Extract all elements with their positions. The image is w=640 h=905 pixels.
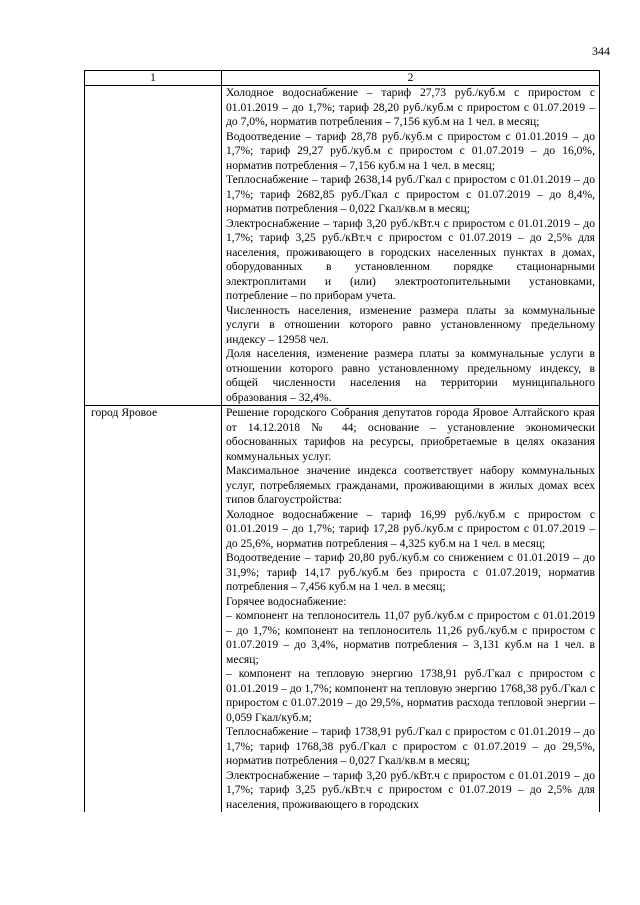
municipality-cell bbox=[85, 86, 222, 406]
paragraph-decision: Решение городского Собрания депутатов города Яровое Алтайского края от 14.12.2018 № 44; основание – установление экономически обоснованных тарифов на ресурсы, приобретаемые в целях оказания коммунальных услуг. bbox=[226, 406, 595, 463]
table-row bbox=[85, 86, 600, 406]
paragraph-cold-water: Холодное водоснабжение – тариф 27,73 руб./куб.м с приростом с 01.01.2019 – до 1,7%; тариф 28,20 руб./куб.м с приростом с 01.07.2019 – до 7,0%, норматив потребления – 7,156 куб.м на 1 чел. в месяц; bbox=[226, 86, 595, 128]
paragraph-wastewater: Водоотведение – тариф 20,80 руб./куб.м со снижением с 01.01.2019 – до 31,9%; тариф 14,17 руб./куб.м без прироста с 01.07.2019, норматив потребления – 7,456 куб.м на 1 чел. в месяц; bbox=[226, 551, 595, 593]
paragraph-max-index: Максимальное значение индекса соответствует набору коммунальных услуг, потребляемых гражданами, проживающими в жилых домах всех типов благоустройства: bbox=[226, 464, 595, 506]
paragraph-heating: Теплоснабжение – тариф 2638,14 руб./Гкал с приростом с 01.01.2019 – до 1,7%; тариф 2682,85 руб./Гкал с приростом с 01.07.2019 – до 8,4%, норматив потребления – 0,022 Гкал/кв.м в месяц; bbox=[226, 173, 595, 215]
paragraph-population-count: Численность населения, изменение размера платы за коммунальные услуги в отношении которого равно установленному предельному индексу – 12958 чел. bbox=[226, 303, 595, 346]
paragraph-hot-water-energy: – компонент на тепловую энергию 1738,91 руб./Гкал с приростом с 01.01.2019 – до 1,7%; компонент на тепловую энергию 1768,38 руб./Гкал с приростом с 01.07.2019 – до 29,5%, норматив расхода тепловой энергии – 0,059 Гкал/куб.м; bbox=[226, 667, 595, 724]
paragraph-hot-water-heading: Горячее водоснабжение: bbox=[226, 594, 347, 608]
paragraph-heating: Теплоснабжение – тариф 1738,91 руб./Гкал с приростом с 01.01.2019 – до 1,7%; тариф 1768,38 руб./Гкал с приростом с 01.07.2019 – до 29,5%, норматив потребления – 0,027 Гкал/кв.м в месяц; bbox=[226, 725, 595, 767]
tariff-description-cell bbox=[222, 406, 600, 813]
paragraph-wastewater: Водоотведение – тариф 28,78 руб./куб.м с приростом с 01.01.2019 – до 1,7%; тариф 29,27 руб./куб.м с приростом с 01.07.2019 – до 16,0%, норматив потребления – 7,156 куб.м на 1 чел. в месяц; bbox=[226, 129, 595, 172]
page-number: 344 bbox=[592, 44, 610, 58]
table-row bbox=[85, 406, 600, 813]
municipality-cell: город Яровое bbox=[85, 406, 222, 813]
paragraph-population-share: Доля населения, изменение размера платы за коммунальные услуги в отношении которого равно установленному предельному индексу, в общей численности населения на территории муниципального образования – 32,4%. bbox=[226, 347, 595, 404]
tariff-description-cell bbox=[222, 86, 600, 406]
column-header-2: 2 bbox=[222, 71, 600, 86]
tariff-table bbox=[84, 70, 600, 812]
column-header-1: 1 bbox=[85, 71, 222, 86]
paragraph-cold-water: Холодное водоснабжение – тариф 16,99 руб./куб.м с приростом с 01.01.2019 – до 1,7%; тариф 17,28 руб./куб.м с приростом с 01.07.2019 – до 25,6%, норматив потребления – 4,325 куб.м на 1 чел. в месяц; bbox=[226, 507, 595, 550]
paragraph-hot-water-carrier: – компонент на теплоноситель 11,07 руб./куб.м с приростом с 01.01.2019 – до 1,7%; компонент на теплоноситель 11,26 руб./куб.м с приростом с 01.07.2019 – до 3,4%, норматив потребления – 3,131 куб.м на 1 чел. в месяц; bbox=[226, 609, 595, 666]
table-header-row bbox=[85, 71, 600, 86]
paragraph-electricity: Электроснабжение – тариф 3,20 руб./кВт.ч с приростом с 01.01.2019 – до 1,7%; тариф 3,25 руб./кВт.ч с приростом с 01.07.2019 – до 2,5% для населения, проживающего в городских населенных пунктах в домах, оборудованных в установленном порядке стационарными электроплитами и (или) электроотопительными установками, потребление – по приборам учета. bbox=[226, 216, 595, 302]
paragraph-electricity: Электроснабжение – тариф 3,20 руб./кВт.ч с приростом с 01.01.2019 – до 1,7%; тариф 3,25 руб./кВт.ч с приростом с 01.07.2019 – до 2,5% для населения, проживающего в городских bbox=[226, 768, 595, 811]
